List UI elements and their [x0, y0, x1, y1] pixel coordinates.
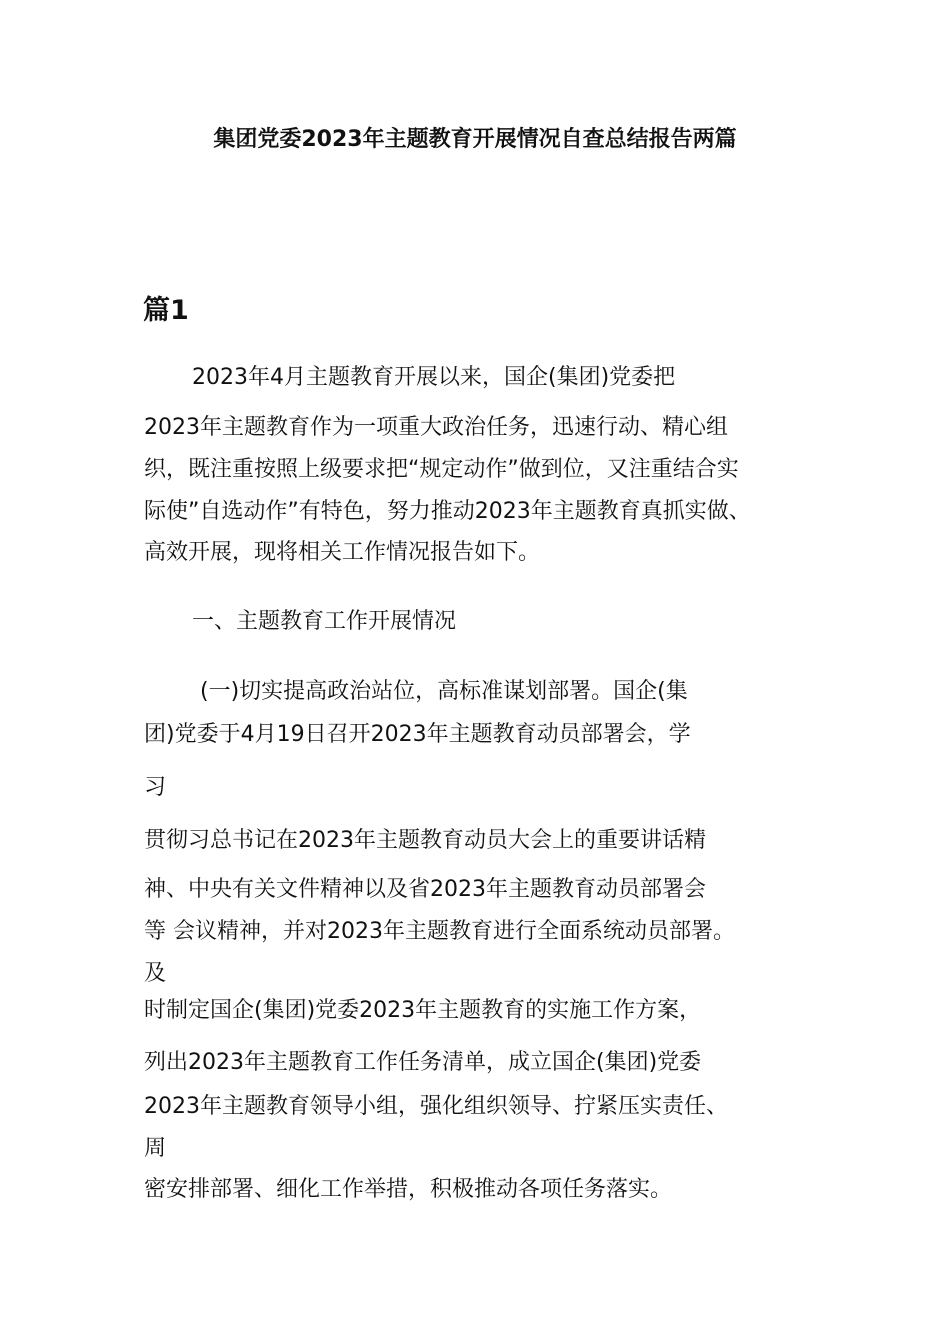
- paragraph-line: 及: [144, 961, 167, 986]
- paragraph-line: 贯彻习总书记在2023年主题教育动员大会上的重要讲话精: [144, 828, 706, 853]
- paragraph-line: 神、中央有关文件精神以及省2023年主题教育动员部署会: [144, 877, 706, 902]
- paragraph-line: 2023年主题教育领导小组，强化组织领导、拧紧压实责任、: [144, 1094, 728, 1119]
- paragraph-line: 密安排部署、细化工作举措，积极推动各项任务落实。: [144, 1177, 673, 1202]
- paragraph-line: 习: [144, 775, 167, 800]
- paragraph-line: 织，既注重按照上级要求把“规定动作”做到位，又注重结合实: [144, 457, 739, 482]
- paragraph-line: 列出2023年主题教育工作任务清单，成立国企(集团)党委: [144, 1050, 702, 1075]
- paragraph-line: 等 会议精神，并对2023年主题教育进行全面系统动员部署。: [144, 919, 735, 944]
- paragraph-line: (一)切实提高政治站位，高标准谋划部署。国企(集: [200, 679, 688, 704]
- paragraph-line: 际使”自选动作”有特色，努力推动2023年主题教育真抓实做、: [144, 499, 751, 524]
- paragraph-line: 周: [144, 1136, 167, 1161]
- paragraph-line: 2023年主题教育作为一项重大政治任务，迅速行动、精心组: [144, 415, 728, 440]
- paragraph-line: 团)党委于4月19日召开2023年主题教育动员部署会，学: [144, 722, 691, 747]
- section-subheading: 一、主题教育工作开展情况: [192, 609, 457, 634]
- paragraph-line: 高效开展，现将相关工作情况报告如下。: [144, 540, 541, 565]
- section-heading: 篇1: [143, 295, 189, 326]
- paragraph-line: 时制定国企(集团)党委2023年主题教育的实施工作方案，: [144, 998, 702, 1023]
- paragraph-line: 2023年4月主题教育开展以来，国企(集团)党委把: [192, 365, 676, 390]
- document-title: 集团党委2023年主题教育开展情况自查总结报告两篇: [213, 127, 737, 152]
